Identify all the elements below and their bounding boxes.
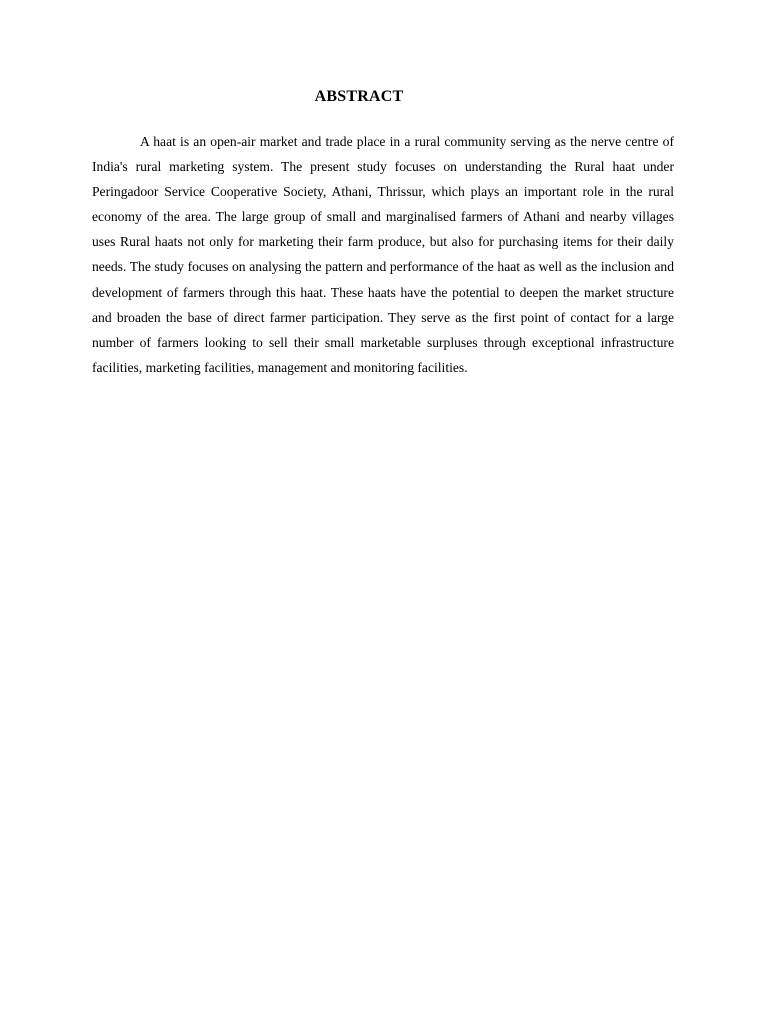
page-title: ABSTRACT bbox=[314, 88, 404, 105]
abstract-paragraph: A haat is an open-air market and trade place in a rural community serving as the nerve centre of India's rural marketing system. The present study focuses on understanding the Rural haat under Peringadoor Service Cooperative Society, Athani, Thrissur, which plays an important role in the rural economy of the area. The large group of small and marginalised farmers of Athani and nearby villages uses Rural haats not only for marketing their farm produce, but also for purchasing items for their daily needs. The study focuses on analysing the pattern and performance of the haat as well as the inclusion and development of farmers through this haat. These haats have the potential to deepen the market structure and broaden the base of direct farmer participation. They serve as the first point of contact for a large number of farmers looking to sell their small marketable surpluses through exceptional infrastructure facilities, marketing facilities, management and monitoring facilities. bbox=[92, 134, 674, 375]
